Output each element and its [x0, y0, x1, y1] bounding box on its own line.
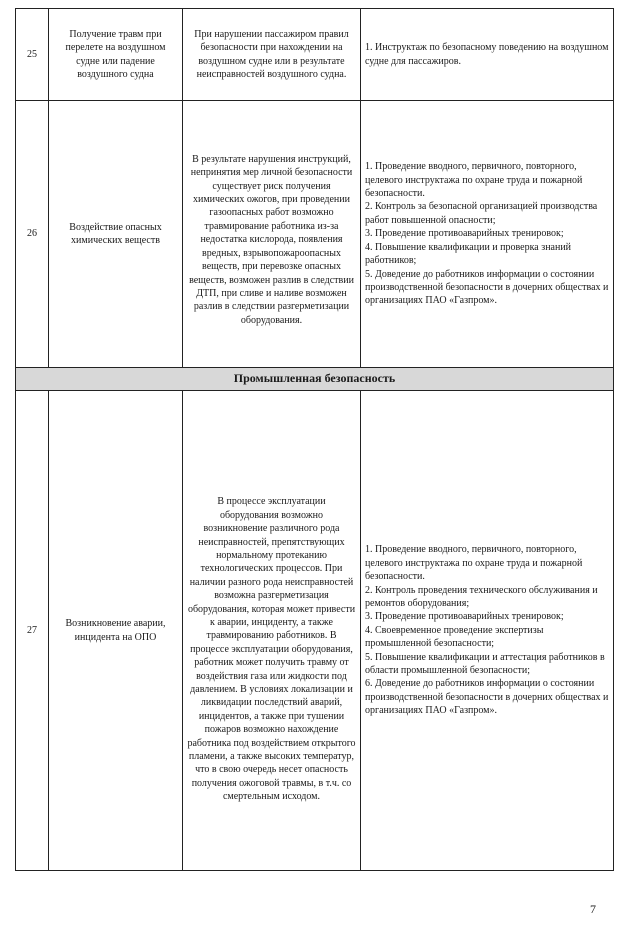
- measure-item: 6. Доведение до работников информации о состоянии производственной безопасности в дочерних обществах и организациях ПАО «Газпром».: [365, 678, 609, 717]
- hazard-cell: Возникновение аварии, инцидента на ОПО: [49, 391, 183, 871]
- measure-item: 3. Проведение противоаварийных тренировок;: [365, 611, 564, 623]
- hazard-cell: Воздействие опасных химических веществ: [49, 101, 183, 368]
- section-title: Промышленная безопасность: [16, 368, 614, 391]
- measure-item: 2. Контроль проведения технического обслуживания и ремонтов оборудования;: [365, 584, 598, 609]
- section-header-row: [16, 368, 614, 391]
- table-row: [16, 9, 614, 101]
- measure-item: 5. Повышение квалификации и аттестация работников в области промышленной безопасности;: [365, 651, 605, 677]
- measures-cell: [361, 101, 614, 368]
- row-number: 26: [16, 101, 49, 368]
- hazard-cell: Получение травм при перелете на воздушном судне или падение воздушного судна: [49, 9, 183, 101]
- measure-item: 4. Повышение квалификации и проверка знаний работников;: [365, 241, 572, 267]
- row-number: 27: [16, 391, 49, 871]
- description-cell: При нарушении пассажиром правил безопасности при нахождении на воздушном судне или в результате неисправностей воздушного судна.: [183, 9, 361, 101]
- measure-item: 1. Инструктаж по безопасному поведению на воздушном судне для пассажиров.: [365, 42, 609, 67]
- measure-item: 3. Проведение противоаварийных тренировок;: [365, 228, 564, 240]
- table-row: [16, 391, 614, 871]
- risk-table: [15, 8, 614, 871]
- measure-item: 1. Проведение вводного, первичного, повторного, целевого инструктажа по охране труда и пожарной безопасности.: [365, 544, 583, 583]
- measure-item: 4. Своевременное проведение экспертизы промышленной безопасности;: [365, 624, 544, 650]
- table-row: [16, 101, 614, 368]
- measures-cell: [361, 9, 614, 101]
- description-cell: В процессе эксплуатации оборудования возможно возникновение различного рода неисправностей, препятствующих нормальному протеканию технологических процессов. При наличии разного рода неисправностей возможна разгерметизация оборудования, которая может привести к аварии, инциденту, а также травмированию работников. В процессе эксплуатации оборудования, работник может получить травму от воздействия газа или жидкости под давлением. В условиях локализации и ликвидации последствий аварий, инцидентов, а также при тушении пожаров возможно нахождение работника под воздействием открытого пламени, а также высоких температур, что в свою очередь несет опасность получения ожоговой травмы, в т.ч. со смертельным исходом.: [183, 391, 361, 871]
- measure-item: 2. Контроль за безопасной организацией производства работ повышенной опасности;: [365, 201, 598, 226]
- row-number: 25: [16, 9, 49, 101]
- measure-item: 5. Доведение до работников информации о состоянии производственной безопасности в дочерних обществах и организациях ПАО «Газпром».: [365, 268, 609, 307]
- measure-item: 1. Проведение вводного, первичного, повторного, целевого инструктажа по охране труда и пожарной безопасности.: [365, 161, 583, 200]
- page-number: 7: [590, 902, 596, 916]
- measures-cell: [361, 391, 614, 871]
- description-cell: В результате нарушения инструкций, непринятия мер личной безопасности существует риск получения химических ожогов, при проведении газоопасных работ возможно травмирование работника из-за недостатка кислорода, появления вредных, взрывопожароопасных веществ, при перевозке опасных веществ, возможен разлив в следствии ДТП, при сливе и наливе возможен разлив в следствии разгерметизации оборудования.: [183, 101, 361, 368]
